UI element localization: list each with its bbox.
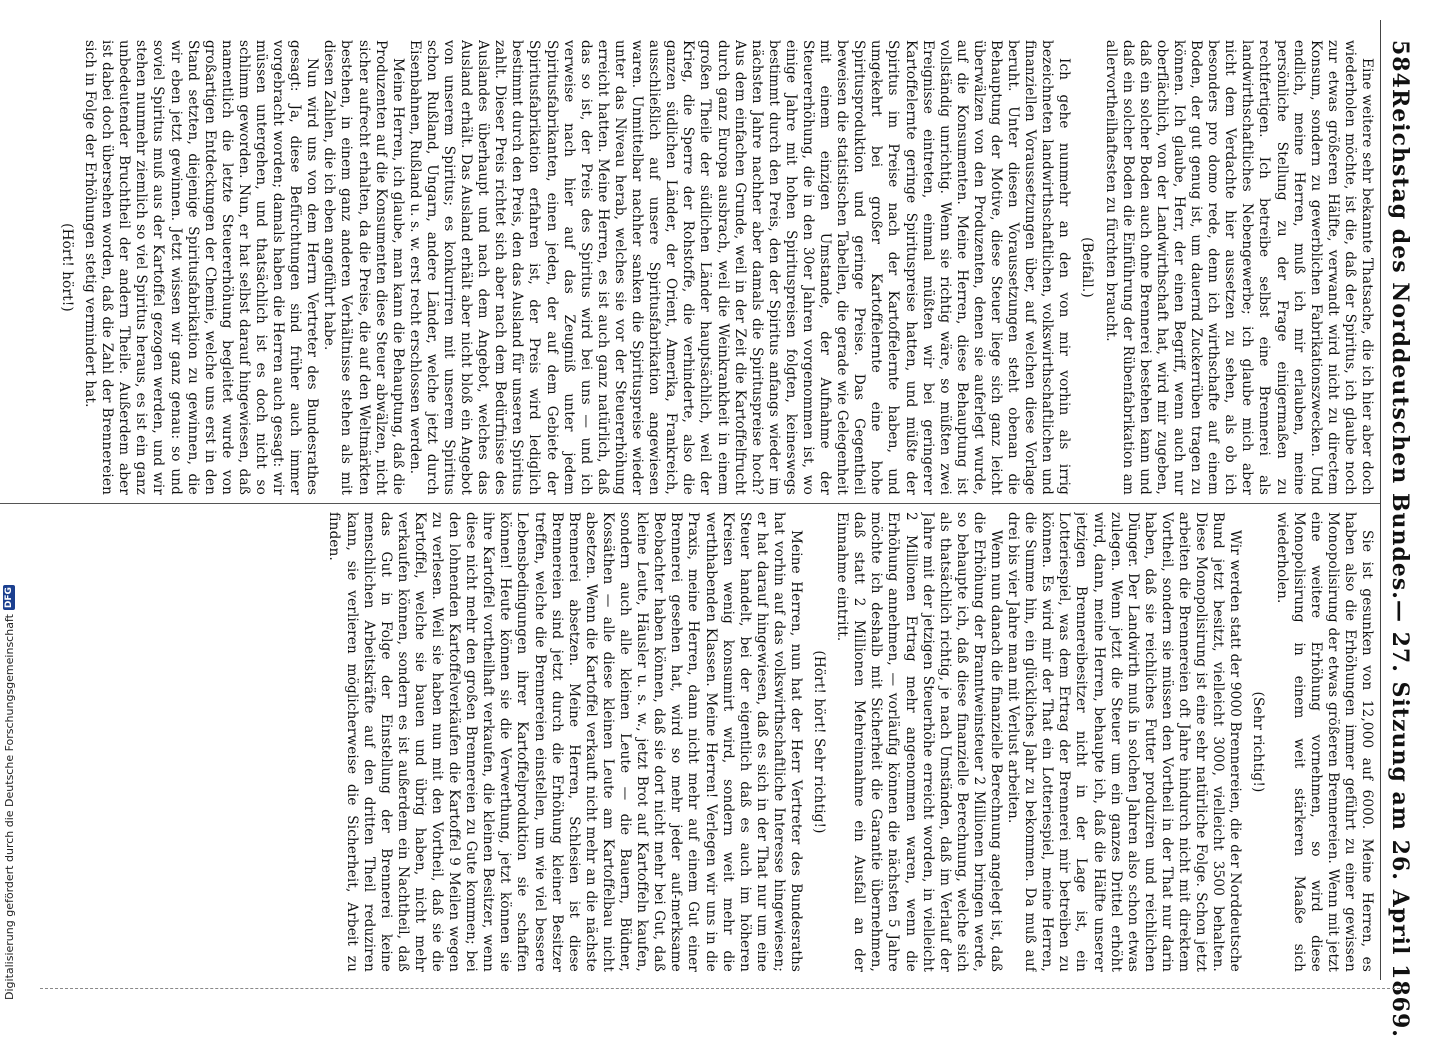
column-divider: [0, 503, 1380, 504]
paragraph: Wenn nun danach die finanzielle Berechnung angelegt ist, daß die Erhöhung der Branntweinsteuer 2 Millionen bringen werde, so behaupte ich, daß diese finanzielle Berechnung, welche sich als thatsächlich richtig, je nach Umständen, daß im Verlauf der Jahre mit der jetzigen Steuerhöhe erreicht worden, in vielleicht 2 Millionen Ertrag mehr angenommen waren, wenn die Erhöhung annehmen, — vorläufig können die nächsten 5 Jahre möchte ich deshalb mit Sicherheit die Garantie übernehmen, daß statt 2 Millionen Mehreinnahme ein Ausfall an der Einnahme eintritt.: [834, 512, 1005, 972]
page-title: Reichstag des Norddeutschen Bundes.: [1387, 88, 1413, 600]
interjection: (Beifall.): [1079, 237, 1096, 298]
interjection: (Hört! hört! Sehr richtig!): [811, 650, 828, 834]
paragraph: Eine weitere sehr bekannte Thatsache, die ich hier aber doch wiederholen möchte, ist die, daß der Spiritus, ich glaube noch zur etwas größeren Hälfte, verwandt wird nicht zu directem Konsum, sondern zu gewerblichen Fabrikationszwecken. Und endlich, meine Herren, muß ich mir erlauben, meine persönliche Stellung zu der Frage einigermaßen zu rechtfertigen. Ich betreibe selbst eine Brennerei als landwirthschaftliches Nebengewerbe; ich glaube mich aber nicht dem Verdachte hier aussetzen zu sehen, als ob ich besonders pro domo rede, denn ich wirthschafte auf einem Boden, der gut genug ist, um dauernd Zuckerrüben tragen zu können. Ich glaube, Herr, der einen Begriff, wenn auch nur oberflächlich, von der Landwirthschaft hat, wird mir zugeben, daß ein solcher Boden auch ohne Brennerei bestehen kann und daß ein solcher Boden die Einführung der Rübenfabrikation am allervortheilhaftesten zu fürchten braucht.: [1102, 40, 1375, 495]
page-edge: [40, 988, 1400, 990]
paragraph: Meine Herren, nun hat der Herr Vertreter des Bundesraths hat vorhin auf das volkswirthschaftliche Interesse hingewiesen; er hat darauf hingewiesen, daß es sich in der That nur um eine Steuer handelt, bei der eigentlich daß es auch im höheren Kreisen wenig konsumirt wird, sondern weit mehr die werthhabenden Klassen. Meine Herren! Verlegen wir uns in die Praxis, meine Herren, dann nicht mehr auf einem Gut einer Brennerei gesehen hat, wird so mehr jeder auf-merksame Beobachter haben können, daß sie dort nicht mehr bei Gut, daß kleine Leute, Häusler u. s. w., jetzt Brot auf Kartoffeln kaufen, sondern auch alle kleinen Leute — die Bauern, Büdner, Kossäthen — alle diese kleinen Leute am Kartoffelbau nicht absetzen. Wenn die Kartoffel verkauft nicht mehr an die nächste Brennerei absetzen. Meine Herren, Schlesien ist diese Brennereien sind jetzt durch die Erhöhung kleiner Besitzer treffen, welche die Brennereien einstellen, um wie viel bessere Lebensbedingungen ihrer Kartoffelproduktion sie schaffen können! Heute können sie die Verwerthung, jetzt können sie ihre Kartoffel vortheilhaft verkaufen, die kleinen Besitzer, wenn diese nicht mehr den großen Brennereien zu Gute kommen; bei den lohnenden Kartoffelverkäufen die Kartoffel 9 Meilen wegen zu verlesen. Weil sie haben nun mit den Vortheil, daß sie die Kartoffel, welche sie bauen und übrig haben, nicht mehr verkaufen können, sondern es ist außerdem ein Nachtheil, daß das Gut in Folge der Einstellung der Brennerei keine menschlichen Arbeitskräfte auf den dritten Theil reduziren kann, sie verlieren möglicherweise die Sicherheit, Arbeit zu finden.: [326, 512, 804, 972]
credit-text: Digitalisierung gefördert durch die Deutsche Forschungsgemeinschaft: [2, 614, 16, 1000]
digitization-credit: [0, 587, 18, 1000]
paragraph: Ich gehe nunmehr an den von mir vorhin als irrig bezeichneten landwirthschaftlichen, volkswirthschaftlichen und finanziellen Voraussetzungen über, auf welchen diese Vorlage beruht. Unter diesen Voraussetzungen steht obenan die Behauptung der Motive, diese Steuer liege sich ganz leicht überwälzen von den Produzenten, denen sie auferlegt wurde, auf die Konsumenten. Meine Herren, diese Behauptung ist vollständig unrichtig. Wenn sie richtig wäre, so müßten zwei Ereignisse eintreten, einmal müßten wir bei geringerer Kartoffelernte geringe Spirituspreise hatten, und müßte der Spiritus im Preise nach der Kartoffelernte haben, und umgekehrt bei großer Kartoffelernte eine hohe Spiritusproduktion und geringe Preise. Das Gegentheil beweisen die statistischen Tabellen, die gerade wie Gelegenheit mit einem einzigen Umstande, der Aufnahme der Steuererhöhung, die in den 30er Jahren vorgenommen ist, wo einige Jahre mit hohen Spirituspreisen folgten, keineswegs bestimmt durch den Preis, den der Spiritus anfangs wieder im nächsten Jahre nachher aber damals die Spirituspreise hoch? Aus dem einfachen Grunde, weil in der Zeit die Kartoffelfrucht durch ganz Europa ausbrach, weil die Weinkrankheit in einem großen Theile der südlichen Länder hauptsächlich, weil der Krieg, die Sperre der Rohstoffe, die verhinderte, also die ganzen südlichen Länder, der Orient, Amerika, Frankreich, ausschließlich auf unsere Spiritusfabrikation angewiesen waren. Unmittelbar nachher sanken die Spirituspreise wieder unter das Niveau herab, welches sie vor der Steuererhöhung erreicht hatten. Meine Herren, es ist auch ganz natürlich, daß das so ist, der Preis des Spiritus wird bei uns — und ich verweise nach hier auf das Zeugniß unter jedem Spiritusfabrikanten, einen jeden, der auf dem Gebiete der Spiritusfabrikation erfahren ist, der Preis wird lediglich bestimmt durch den Preis, den das Ausland für unseren Spiritus zahlt. Dieser Preis richtet sich aber nach dem Bedürfnisse des Auslandes überhaupt und nach dem Angebot, welches das Ausland erhält. Das Ausland erhält aber nicht bloß ein Angebot von unserem Spiritus; es konkurriren mit unserem Spiritus schon Rußland, Ungarn, andere Länder, welche jetzt durch Eisenbahnen, Rußland u. s. w. erst recht erschlossen werden.: [406, 40, 1073, 495]
paragraph: Wir werden statt der 9000 Brennereien, die der Norddeutsche Bund jetzt besitzt, vielleicht 3000, vielleicht 3500 behalten. Diese Monopolisirung ist eine sehr natürliche Folge. Schon jetzt arbeiten die Brennereien oft Jahre hindurch nicht mit direktem Vortheil, sondern sie müssen den Vortheil in der That nur darin haben, daß sie reichliches Futter produziren und reichlichen Dünger. Der Landwirth muß in solchen Jahren also schon etwas zulegen. Wenn jetzt die Steuer um ein ganzes Drittel erhöht wird, dann, meine Herren, behaupte ich, daß die Hälfte unserer jetzigen Brennereibesitzer nicht in der Lage ist, ein Lotteriespiel, was dem Ertrag der Brennerei mir betreiben zu können. Es wird mir der That ein Lotteriespiel, meine Herren, die Summe hin, ein glückliches Jahr zu bekommen. Da muß auf drei bis vier Jahre man mit Verlust arbeiten.: [1005, 512, 1244, 972]
paragraph: Nun wird uns von dem Herrn Vertreter des Bundesrathes gesagt: Ja, diese Befürchtungen sind früher auch immer vorgebracht worden; damals haben die Herren auch gesagt: wir müssen untergehen, und thatsächlich ist es doch nicht so schlimm geworden. Nun, er hat selbst darauf hingewiesen, daß namentlich die letzte Steuererhöhung begleitet wurde von großartigen Entdeckungen der Chemie, welche uns erst in den Stand setzten, diejenige Spiritusfabrikation zu gewinnen, die wir eben jetzt gewinnen. Jetzt wissen wir ganz genau: so und soviel Spiritus muß aus der Kartoffel gezogen werden, und wir stehen nunmehr ziemlich so viel Spiritus heraus, es ist ein ganz unbedeutender Bruchtheil der andern Theile. Außerdem aber ist dabei doch übersehen worden, daß die Zahl der Brennereien sich in Folge der Erhöhungen stetig vermindert hat.: [82, 40, 321, 495]
paragraph: Meine Herren, ich glaube, man kann die Behauptung, daß die Produzenten auf die Konsumenten diese Steuer abwälzen, nicht sicher aufrecht erhalten, da die Preise, die auf den Weltmärkten bestehen, in einem ganz anderen Verhältnisse stehen als mit diesen Zahlen, die ich eben angeführt habe.: [321, 40, 406, 495]
page-number: 584: [1387, 40, 1413, 89]
left-column: [35, 40, 1375, 495]
right-column: [35, 512, 1375, 972]
page-header: [1385, 40, 1415, 1038]
dfg-logo: DFG: [4, 587, 14, 609]
interjection: (Sehr richtig!): [1250, 691, 1267, 793]
paragraph: Sie ist gesunken von 12,000 auf 6000. Meine Herren, es haben also die Erhöhungen immer geführt zu einer gewissen Monopolisirung der etwas größeren Brennereien. Wenn mit jetzt eine weitere Erhöhung vornehmen, so wird diese Monopolisirung in einem weit stärkeren Maaße sich wiederholen.: [1273, 512, 1375, 972]
interjection: (Hört! hört!): [58, 223, 75, 312]
session-line: — 27. Sitzung am 26. April 1869.: [1387, 599, 1413, 1038]
header-rule: [1380, 20, 1381, 980]
